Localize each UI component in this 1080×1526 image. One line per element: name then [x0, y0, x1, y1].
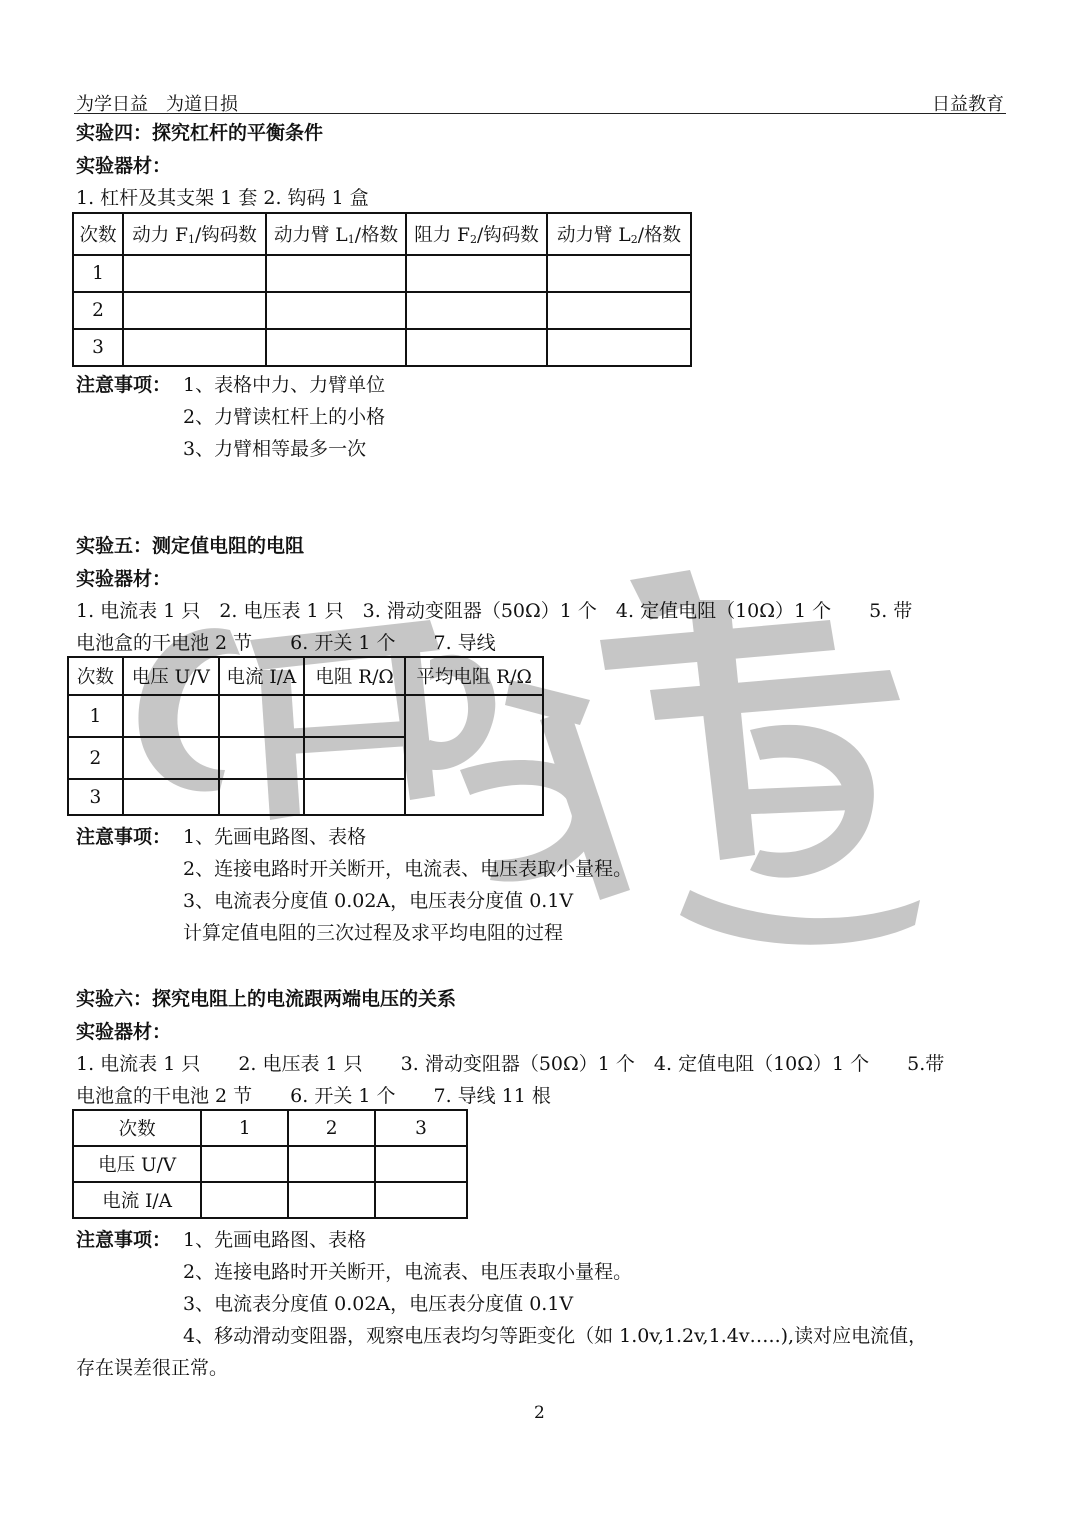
exp5-note-3: 3、电流表分度值 0.02A，电压表分度值 0.1V: [183, 890, 574, 912]
exp5-note-2: 2、连接电路时开关断开，电流表、电压表取小量程。: [183, 858, 633, 880]
exp5-equipment-label: 实验器材：: [76, 568, 172, 590]
table-header-cell: 动力 $F_1/$钩码数: [123, 213, 266, 255]
table-header-cell: 阻力 $F_2/$钩码数: [406, 213, 547, 255]
exp6-equipment-line1: 1. 电流表 1 只 2. 电压表 1 只 3. 滑动变阻器（50Ω）1 个 4. 定值电阻（10Ω）1 个 5.带: [76, 1053, 945, 1075]
exp5-note-1: 1、先画电路图、表格: [183, 826, 367, 848]
exp4-notes-label: 注意事项：: [76, 374, 172, 396]
table-header-cell: 次数: [73, 1110, 201, 1146]
table-header-cell: 平均电阻 R/Ω: [405, 657, 543, 695]
table-header-cell: 3: [375, 1110, 467, 1146]
exp6-note-3: 3、电流表分度值 0.02A，电压表分度值 0.1V: [183, 1293, 574, 1315]
exp6-note-1: 1、先画电路图、表格: [183, 1229, 367, 1251]
page-number: 2: [534, 1403, 545, 1423]
row-number: 1: [73, 255, 123, 292]
exp5-title: 实验五：测定值电阻的电阻: [76, 535, 305, 557]
table-header-cell: 次数: [68, 657, 123, 695]
table-header-cell: 电流 I/A: [219, 657, 304, 695]
table-row: [73, 1146, 467, 1182]
average-resistance-cell: [405, 695, 543, 815]
row-number: 2: [68, 737, 123, 779]
row-label: 电流 I/A: [73, 1182, 201, 1218]
row-number: 2: [73, 292, 123, 329]
table-row: [73, 1182, 467, 1218]
exp4-table: [72, 212, 692, 367]
header-right: 日益教育: [932, 94, 1004, 115]
table-row: [68, 695, 543, 737]
exp5-equipment-line1: 1. 电流表 1 只 2. 电压表 1 只 3. 滑动变阻器（50Ω）1 个 4. 定值电阻（10Ω）1 个 5. 带: [76, 600, 913, 622]
table-header-cell: 2: [288, 1110, 375, 1146]
header-left: 为学日益 为道日损: [76, 94, 238, 115]
table-header-cell: 电阻 R/Ω: [304, 657, 405, 695]
exp6-note-4: 4、移动滑动变阻器，观察电压表均匀等距变化（如 1.0v,1.2v,1.4v…..),读对应电流值，: [183, 1325, 928, 1347]
exp6-equipment-label: 实验器材：: [76, 1021, 172, 1043]
exp5-table: [67, 656, 544, 816]
exp5-equipment-line2: 电池盒的干电池 2 节 6. 开关 1 个 7. 导线: [76, 632, 496, 654]
row-number: 1: [68, 695, 123, 737]
table-header-cell: 次数: [73, 213, 123, 255]
exp4-note-3: 3、力臂相等最多一次: [183, 438, 367, 460]
exp5-note-4: 计算定值电阻的三次过程及求平均电阻的过程: [183, 922, 564, 944]
row-label: 电压 U/V: [73, 1146, 201, 1182]
table-row: [73, 292, 691, 329]
table-header-cell: 电压 U/V: [123, 657, 219, 695]
exp6-notes-label: 注意事项：: [76, 1229, 172, 1251]
row-number: 3: [73, 329, 123, 366]
exp4-note-2: 2、力臂读杠杆上的小格: [183, 406, 386, 428]
table-header-cell: 1: [201, 1110, 288, 1146]
exp4-equipment-text: 1. 杠杆及其支架 1 套 2. 钩码 1 盒: [76, 187, 369, 209]
exp4-title: 实验四：探究杠杆的平衡条件: [76, 122, 324, 144]
table-header-cell: 动力臂 $L_1/$格数: [266, 213, 406, 255]
table-row: [73, 255, 691, 292]
exp6-equipment-line2: 电池盒的干电池 2 节 6. 开关 1 个 7. 导线 11 根: [76, 1085, 551, 1107]
exp4-equipment-label: 实验器材：: [76, 155, 172, 177]
exp4-note-1: 1、表格中力、力臂单位: [183, 374, 386, 396]
header-rule: [74, 113, 1006, 114]
exp6-table: [72, 1109, 468, 1219]
exp6-note-2: 2、连接电路时开关断开，电流表、电压表取小量程。: [183, 1261, 633, 1283]
row-number: 3: [68, 779, 123, 815]
table-header-cell: 动力臂 $L_2/$格数: [547, 213, 691, 255]
exp6-note-4-continued: 存在误差很正常。: [76, 1357, 229, 1379]
table-row: [73, 329, 691, 366]
exp5-notes-label: 注意事项：: [76, 826, 172, 848]
exp6-title: 实验六：探究电阻上的电流跟两端电压的关系: [76, 988, 457, 1010]
